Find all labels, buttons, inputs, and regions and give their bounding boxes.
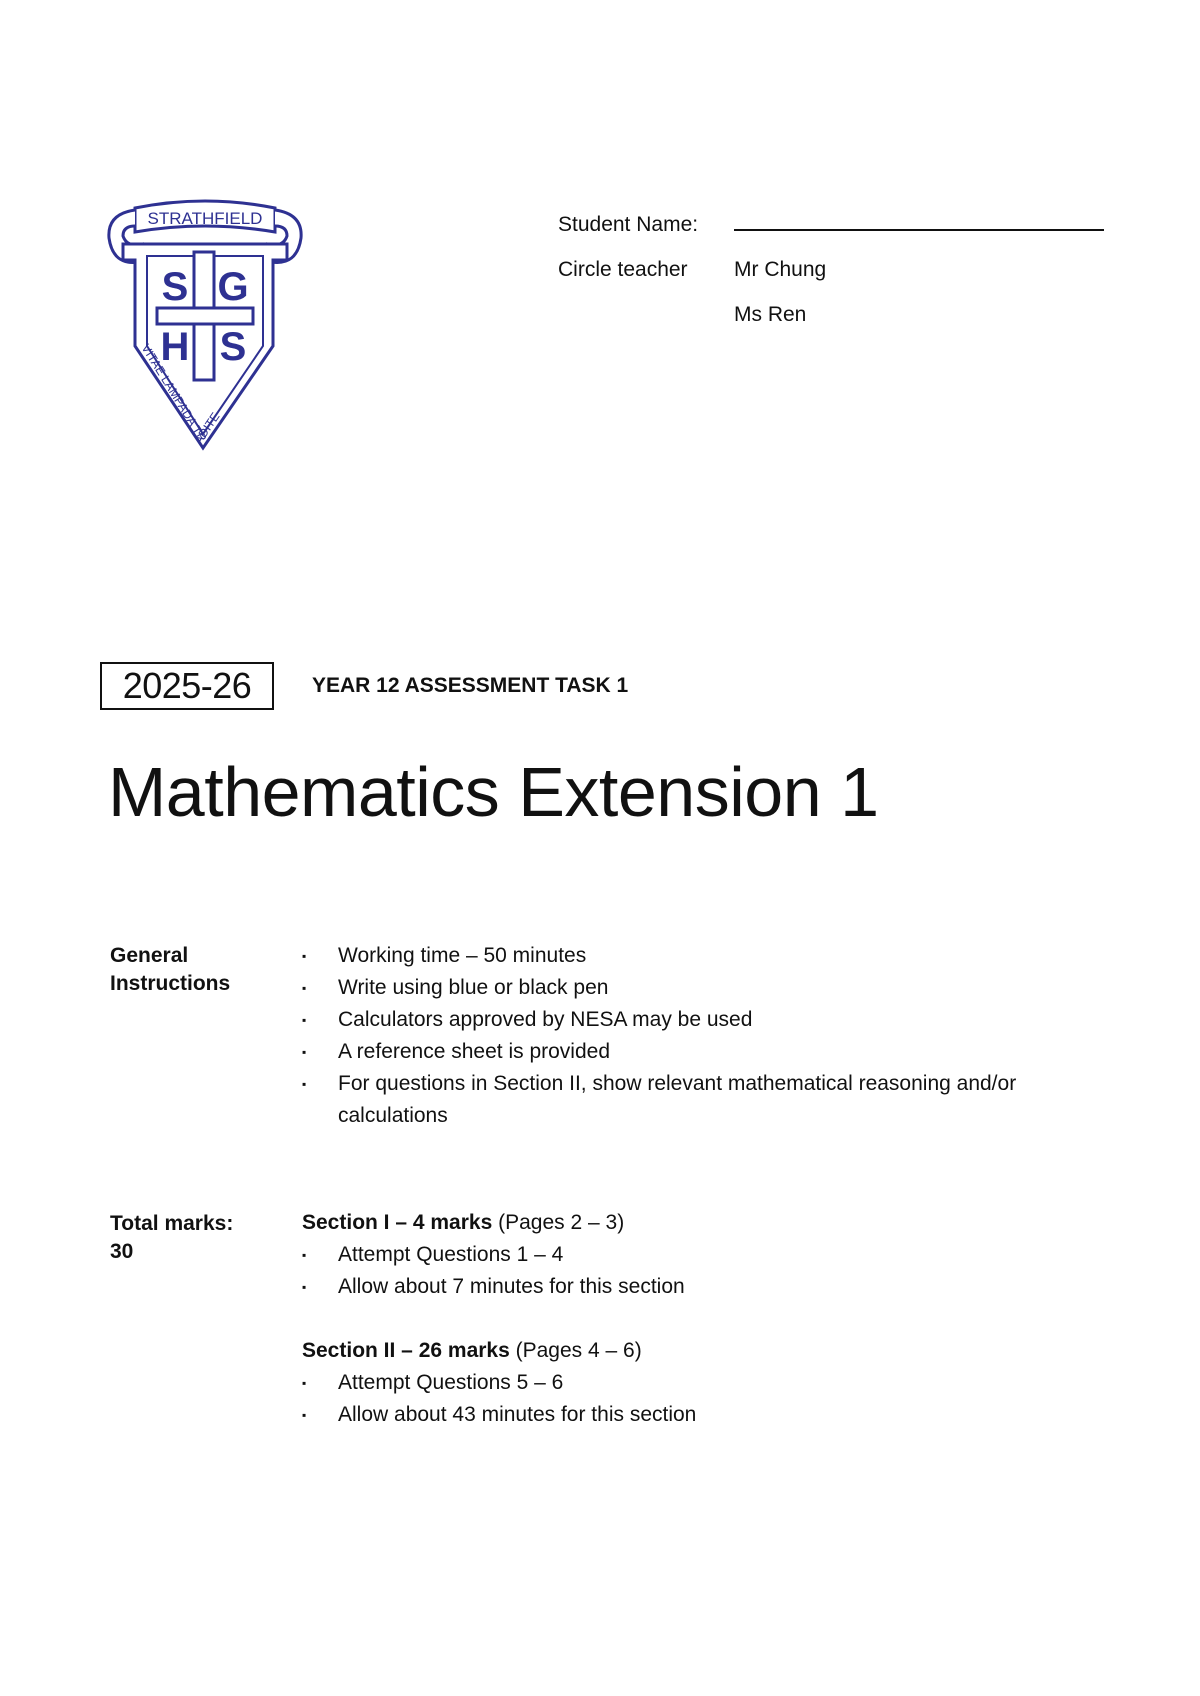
general-instructions-list	[302, 940, 1102, 1132]
section-pages: (Pages 4 – 6)	[515, 1339, 642, 1362]
crest-motto-text: VITAE LAMPADA TRADITE	[138, 341, 223, 447]
list-item: ▪ Allow about 7 minutes for this section	[302, 1271, 1062, 1303]
section-2-list	[302, 1367, 1062, 1431]
section-2	[302, 1335, 1062, 1431]
list-item: ▪ Attempt Questions 1 – 4	[302, 1239, 1062, 1271]
section-1-list	[302, 1239, 1062, 1303]
teacher-option-chung[interactable]: Mr Chung	[734, 258, 827, 281]
section-pages: (Pages 2 – 3)	[498, 1211, 625, 1234]
crest-letter: S	[219, 325, 247, 369]
section-title: Section I – 4 marks	[302, 1211, 493, 1234]
section-heading	[302, 1335, 1062, 1367]
crest-banner-text: STRATHFIELD	[147, 209, 263, 228]
list-item: ▪ Write using blue or black pen	[302, 972, 1102, 1004]
general-instructions-label-line1: General	[110, 944, 189, 967]
list-item: ▪ Working time – 50 minutes	[302, 940, 1102, 972]
section-1	[302, 1207, 1062, 1303]
total-marks-value: 30	[110, 1240, 134, 1263]
student-details	[558, 202, 1104, 337]
general-instructions-label	[110, 942, 270, 998]
student-name-label: Student Name:	[558, 213, 699, 236]
circle-teacher-label: Circle teacher	[558, 258, 688, 281]
crest-letter: S	[161, 265, 189, 309]
list-item: ▪ Attempt Questions 5 – 6	[302, 1367, 1062, 1399]
list-item: ▪ A reference sheet is provided	[302, 1036, 1102, 1068]
general-instructions-label-line2: Instructions	[110, 972, 231, 995]
total-marks-label-line1: Total marks:	[110, 1212, 234, 1235]
list-item: ▪ Calculators approved by NESA may be used	[302, 1004, 1102, 1036]
task-title: YEAR 12 ASSESSMENT TASK 1	[312, 674, 629, 697]
section-title: Section II – 26 marks	[302, 1339, 510, 1362]
year-box: 2025-26	[100, 662, 274, 710]
page-title: Mathematics Extension 1	[108, 753, 879, 831]
school-crest-logo	[105, 196, 305, 452]
crest-letter: G	[217, 265, 249, 309]
total-marks-label	[110, 1210, 270, 1266]
student-name-field[interactable]	[734, 202, 1104, 231]
section-heading	[302, 1207, 1062, 1239]
list-item: ▪ For questions in Section II, show relevant mathematical reasoning and/or calculations	[302, 1068, 1102, 1132]
list-item: ▪ Allow about 43 minutes for this section	[302, 1399, 1062, 1431]
crest-letter: H	[160, 325, 190, 369]
teacher-option-ren[interactable]: Ms Ren	[734, 303, 807, 326]
